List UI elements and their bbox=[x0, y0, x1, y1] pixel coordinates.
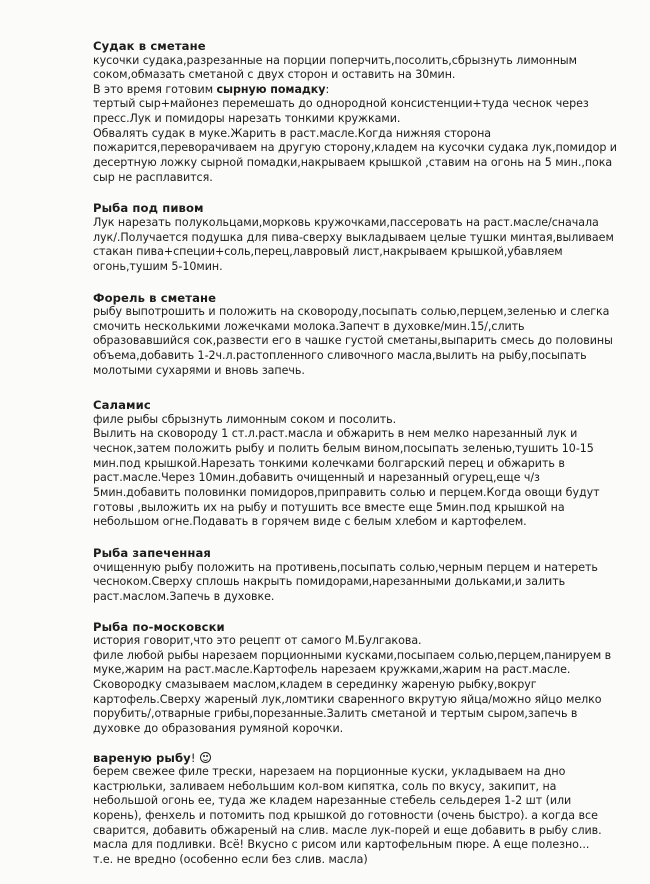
recipe-title: Рыба по-московски bbox=[93, 619, 225, 634]
recipe-text: Лук нарезать полукольцами,морковь кружочками,пассеровать на раст.масле/сначала лук/.Получается подушка для пива-сверху выкладываем целые тушки минтая,выливаем стакан пива+специи+соль,перец,лавровый лист,накрываем крышкой,убавляем огонь,тушим 5-10мин. bbox=[93, 215, 614, 273]
recipe-bold-term: сырную помадку bbox=[216, 82, 326, 96]
recipe-text: очищенную рыбу положить на противень,посыпать солью,черным перцем и натереть чесноком.Сверху сплошь накрыть помидорами,нарезанными дольками,и залить раст.маслом.Запечь в духовке. bbox=[93, 560, 598, 603]
recipe-title: Судак в сметане bbox=[93, 39, 206, 53]
recipe-text-part: кусочки судака,разрезанные на порции поперчить,посолить,сбрызнуть лимонным соком,обмазать сметаной с двух сторон и оставить на 30мин. В это время готовим bbox=[93, 53, 577, 96]
recipe-text: берем свежее филе трески, нарезаем на порционные куски, укладываем на дно кастрюльки, заливаем небольшим кол-вом кипятка, соль по вкусу, закипит, на небольшой огонь ее, туда же кладем нарезанные стебель сельдерея 1-2 шт (или корень), фенхель и потомить под крышкой до готовности (очень быстро). а когда все сварится, добавить обжареный на слив. масле лук-порей и еще добавить в рыбу слив. масла для подливки. Всё! Вкусно с рисом или картофельным пюре. А еще полезно... т.е. не вредно (особенно если без слив. масла) bbox=[93, 765, 602, 867]
recipe-fish-beer bbox=[93, 201, 636, 274]
recipe-boiled-fish bbox=[93, 751, 636, 868]
recipe-text: рыбу выпотрошить и положить на сковороду,посыпать солью,перцем,зеленью и слегка смочить несколькими ложечками молока.Запечт в духовке/мин.15/,слить образовавшийся сок,развести его в чашке густой сметаны,выпарить смесь до половины объема,добавить 1-2ч.л.растопленного сливочного масла,вылить на рыбу,посыпать молотыми сухарями и вновь запечь. bbox=[93, 305, 613, 377]
recipe-title: Форель в сметане bbox=[93, 290, 217, 305]
recipe-text: филе рыбы сбрызнуть лимонным соком и посолить. Вылить на сковороду 1 ст.л.раст.масла и обжарить в нем мелко нарезанный лук и чеснок,затем положить рыбу и полить белым вином,посыпать зеленью,тушить 10-15 мин.под крышкой.Нарезать тонкими колечками болгарский перец и обжарить в раст.масле.Через 10мин.добавить очищенный и нарезанный огурец,еще ч/з 5мин.добавить половинки помидоров,приправить солью и перцем.Когда овощи будут готовы ,выложить их на рыбу и потушить все вместе еще 5мин.под крышкой на небольшом огне.Подавать в горячем виде с белым хлебом и картофелем. bbox=[93, 412, 600, 529]
smiley-icon bbox=[200, 752, 211, 763]
recipe-text bbox=[93, 54, 636, 186]
recipe-moscow-fish bbox=[93, 620, 636, 737]
recipe-title: Рыба запеченная bbox=[93, 546, 211, 561]
recipe-title-suffix: ! bbox=[190, 750, 196, 765]
recipe-title: Рыба под пивом bbox=[93, 201, 204, 216]
recipe-title: Саламис bbox=[93, 398, 151, 413]
recipe-title bbox=[93, 751, 636, 766]
recipe-text-part: : тертый сыр+майонез перемешать до однородной консистенции+туда чеснок через пресс.Лук и помидоры нарезать тонкими кружками. Обвалять судак в муке.Жарить в раст.масле.Когда нижняя сторона пожарится,переворачиваем на другую сторону,кладем на кусочки судака лук,помидор и десертную ложку сырной помадки,накрываем крышкой ,ставим на огонь на 5 мин.,пока сыр не расплавится. bbox=[93, 82, 617, 184]
recipe-trout bbox=[93, 291, 636, 379]
recipe-baked-fish bbox=[93, 546, 636, 604]
recipe-text: история говорит,что это рецепт от самого М.Булгакова. филе любой рыбы нарезаем порционными кусками,посыпаем солью,перцем,панируем в муке,жарим на раст.масле.Картофель нарезаем кружками,жарим на раст.масле. Сковородку смазываем маслом,кладем в серединку жареную рыбку,вокруг картофель.Сверху жареный лук,ломтики сваренного вкрутую яйца/можно яйцо мелко порубить/,отварные грибы,порезанные.Залить сметаной и тертым сыром,запечь в духовке до образования румяной корочки. bbox=[93, 634, 612, 735]
recipe-salamis bbox=[93, 398, 636, 530]
recipe-title-text: вареную рыбу bbox=[93, 750, 191, 765]
recipe-sudak bbox=[93, 39, 636, 185]
